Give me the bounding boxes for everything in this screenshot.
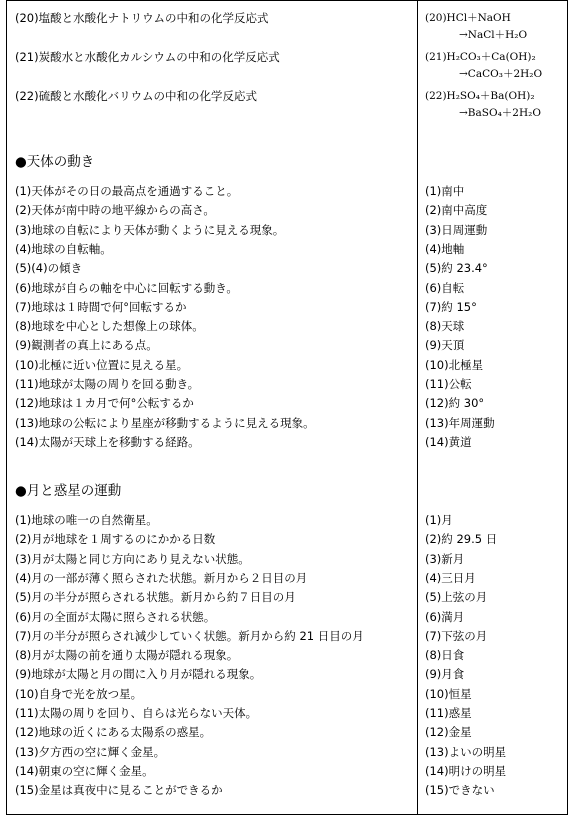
chem-answer-22-line1: (22)H₂SO₄＋Ba(OH)₂ — [425, 90, 535, 102]
moon-answer-6: (6)満月 — [425, 609, 465, 624]
worksheet-table — [6, 0, 568, 815]
celestial-answer-9: (9)天頂 — [425, 338, 465, 353]
moon-question-3: (3)月が太陽と同じ方向にあり見えない状態。 — [15, 551, 250, 566]
moon-question-14: (14)朝東の空に輝く金星。 — [15, 763, 154, 778]
celestial-question-11: (11)地球が太陽の周りを回る動き。 — [15, 377, 200, 391]
celestial-answer-11: (11)公転 — [425, 377, 472, 391]
celestial-question-8: (8)地球を中心とした想像上の球体。 — [15, 319, 204, 334]
moon-question-12: (12)地球の近くにある太陽系の惑星。 — [15, 725, 212, 740]
celestial-answer-3: (3)日周運動 — [425, 222, 488, 237]
chem-question-22: (22)硫酸と水酸化バリウムの中和の化学反応式 — [15, 89, 257, 103]
chem-answer-21-line2: →CaCO₃＋2H₂O — [459, 68, 543, 80]
moon-answer-8: (8)日食 — [425, 648, 465, 663]
section-heading-celestial-motion: ●天体の動き — [15, 154, 95, 170]
moon-question-13: (13)夕方西の空に輝く金星。 — [15, 744, 166, 759]
moon-answer-4: (4)三日月 — [425, 570, 476, 585]
chem-question-21: (21)炭酸水と水酸化カルシウムの中和の化学反応式 — [15, 50, 280, 64]
celestial-question-10: (10)北極に近い位置に見える星。 — [15, 357, 189, 372]
moon-answer-5: (5)上弦の月 — [425, 590, 488, 605]
section-heading-moon-planets: ●月と惑星の運動 — [15, 483, 122, 499]
moon-question-10: (10)自身で光を放つ星。 — [15, 686, 143, 701]
moon-answer-9: (9)月食 — [425, 667, 465, 682]
celestial-answer-5: (5)約 23.4° — [425, 261, 488, 276]
celestial-answer-13: (13)年周運動 — [425, 415, 495, 430]
celestial-answer-2: (2)南中高度 — [425, 203, 488, 218]
moon-answer-7: (7)下弦の月 — [425, 628, 488, 643]
moon-answer-2: (2)約 29.5 日 — [425, 532, 498, 547]
celestial-question-13: (13)地球の公転により星座が移動するように見える現象。 — [15, 415, 315, 430]
moon-answer-3: (3)新月 — [425, 551, 465, 566]
chem-answer-21-line1: (21)H₂CO₃＋Ca(OH)₂ — [425, 51, 536, 63]
celestial-question-6: (6)地球が自らの軸を中心に回転する動き。 — [15, 280, 238, 295]
moon-answer-11: (11)惑星 — [425, 706, 472, 720]
moon-question-5: (5)月の半分が照らされる状態。新月から約７日目の月 — [15, 590, 296, 605]
chem-answer-20-line1: (20)HCl＋NaOH — [425, 12, 511, 24]
celestial-question-3: (3)地球の自転により天体が動くように見える現象。 — [15, 222, 285, 237]
moon-question-8: (8)月が太陽の前を通り太陽が隠れる現象。 — [15, 648, 239, 663]
celestial-answer-10: (10)北極星 — [425, 357, 484, 372]
moon-question-1: (1)地球の唯一の自然衛星。 — [15, 513, 158, 527]
chem-answer-22-line2: →BaSO₄＋2H₂O — [459, 107, 541, 119]
celestial-question-5: (5)(4)の傾き — [15, 261, 83, 276]
celestial-question-9: (9)観測者の真上にある点。 — [15, 338, 158, 353]
celestial-question-2: (2)天体が南中時の地平線からの高さ。 — [15, 203, 215, 218]
celestial-answer-7: (7)約 15° — [425, 299, 477, 314]
celestial-answer-8: (8)天球 — [425, 319, 465, 334]
celestial-question-7: (7)地球は１時間で何°回転するか — [15, 299, 187, 314]
celestial-question-14: (14)太陽が天球上を移動する経路。 — [15, 434, 200, 449]
moon-answer-15: (15)できない — [425, 783, 495, 798]
moon-answer-1: (1)月 — [425, 513, 453, 527]
celestial-question-1: (1)天体がその日の最高点を通過すること。 — [15, 184, 239, 198]
moon-answer-13: (13)よいの明星 — [425, 744, 507, 759]
celestial-question-12: (12)地球は１カ月で何°公転するか — [15, 396, 194, 411]
moon-question-6: (6)月の全面が太陽に照らされる状態。 — [15, 609, 216, 624]
moon-question-2: (2)月が地球を１周するのにかかる日数 — [15, 532, 216, 547]
chem-answer-20-line2: →NaCl＋H₂O — [459, 29, 528, 41]
moon-question-11: (11)太陽の周りを回り、自らは光らない天体。 — [15, 706, 258, 720]
chem-question-20: (20)塩酸と水酸化ナトリウムの中和の化学反応式 — [15, 11, 269, 25]
moon-question-9: (9)地球が太陽と月の間に入り月が隠れる現象。 — [15, 667, 262, 682]
celestial-answer-1: (1)南中 — [425, 184, 465, 198]
celestial-answer-4: (4)地軸 — [425, 241, 465, 256]
moon-answer-12: (12)金星 — [425, 725, 472, 740]
celestial-answer-6: (6)自転 — [425, 280, 465, 295]
moon-question-4: (4)月の一部が薄く照らされた状態。新月から２日目の月 — [15, 570, 308, 585]
moon-question-15: (15)金星は真夜中に見ることができるか — [15, 783, 223, 798]
celestial-answer-14: (14)黄道 — [425, 434, 472, 449]
moon-answer-14: (14)明けの明星 — [425, 763, 507, 778]
moon-question-7: (7)月の半分が照らされ減少していく状態。新月から約 21 日目の月 — [15, 628, 364, 643]
celestial-answer-12: (12)約 30° — [425, 396, 485, 411]
column-divider — [417, 1, 418, 814]
moon-answer-10: (10)恒星 — [425, 686, 472, 701]
celestial-question-4: (4)地球の自転軸。 — [15, 241, 112, 256]
